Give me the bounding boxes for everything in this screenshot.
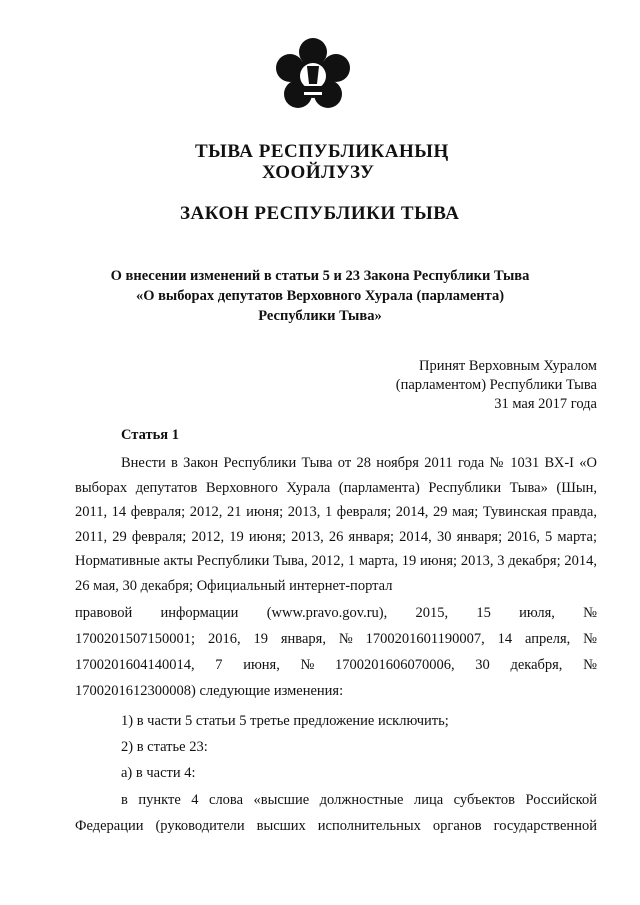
law-heading-line2: «О выборах депутатов Верховного Хурала (парламента) — [135, 288, 505, 304]
word: 1700201507150001; — [75, 631, 196, 647]
word: № — [583, 631, 597, 647]
word: № — [583, 657, 597, 673]
article-intro-paragraph: Внести в Закон Республики Тыва от 28 ноября 2011 года № 1031 ВХ-I «О выборах депутатов Верховного Хурала (парламента) Республики Тыва» (Шын, 2011, 14 февраля; 2012, 21 июня; 2013, 1 февраля; 2014, 29 мая; Тувинская правда, 2011, 29 февраля; 2012, 19 июня; 2013, 26 января; 2014, 30 января; 2016, 5 марта; Нормативные акты Республики Тыва, 2012, 1 марта, 19 июня; 2013, 3 декабря; 2014, 26 мая, 30 декабря; Официальный интернет-портал — [75, 455, 597, 594]
word: исполнительных — [317, 818, 421, 834]
word: Федерации — [75, 818, 144, 834]
justified-line-2 — [75, 631, 597, 648]
header-title-russian: ЗАКОН РЕСПУБЛИКИ ТЫВА — [180, 203, 460, 224]
word: (www.pravo.gov.ru), — [266, 605, 388, 621]
word: 2016, — [207, 631, 241, 647]
word: июля, — [519, 605, 555, 621]
justified-line-3 — [75, 657, 597, 674]
header-title-tuvan: ТЫВА РЕСПУБЛИКАНЫҢ — [195, 141, 449, 162]
adoption-line2: (парламентом) Республики Тыва — [395, 377, 597, 393]
list-item-3: а) в части 4: — [121, 765, 196, 781]
word: лица — [413, 792, 444, 808]
word: 30 — [475, 657, 490, 673]
word: Российской — [525, 792, 597, 808]
list-item-1: 1) в части 5 статьи 5 третье предложение исключить; — [121, 713, 449, 729]
word: 2015, — [415, 605, 449, 621]
article-title: Статья 1 — [121, 427, 179, 443]
word: апреля, — [525, 631, 571, 647]
word: слова — [209, 792, 244, 808]
justified-line-1 — [75, 605, 597, 622]
header-title-tuvan-law: ХООЙЛУЗУ — [262, 162, 375, 183]
word: «высшие — [253, 792, 310, 808]
word: (руководители — [155, 818, 245, 834]
word: должностные — [319, 792, 404, 808]
word: июня, — [243, 657, 280, 673]
word: № — [583, 605, 597, 621]
word: пункте — [138, 792, 181, 808]
justified-line-5 — [75, 818, 597, 835]
word: 14 — [497, 631, 513, 647]
word: 1700201601190007, — [365, 631, 485, 647]
word: января, — [280, 631, 326, 647]
adoption-note — [396, 357, 597, 414]
tuva-emblem-icon — [274, 38, 352, 118]
list-item-2: 2) в статье 23: — [121, 739, 208, 755]
word: 1700201606070006, — [335, 657, 455, 673]
word: информации — [160, 605, 239, 621]
word: № — [300, 657, 315, 673]
adoption-date: 31 мая 2017 года — [494, 396, 597, 412]
word: высших — [256, 818, 306, 834]
word: 4 — [191, 792, 199, 808]
word: государственной — [493, 818, 597, 834]
word: субъектов — [453, 792, 516, 808]
justified-line-4 — [121, 792, 597, 809]
word: правовой — [75, 605, 133, 621]
word: 1700201604140014, — [75, 657, 195, 673]
changes-intro-line: 1700201612300008) следующие изменения: — [75, 683, 344, 699]
law-heading-line3: Республики Тыва» — [258, 308, 382, 324]
word: 19 — [253, 631, 268, 647]
word: в — [121, 792, 128, 808]
word: декабря, — [510, 657, 563, 673]
word: № — [338, 631, 353, 647]
law-heading-line1: О внесении изменений в статьи 5 и 23 Закона Республики Тыва — [110, 268, 530, 284]
word: 7 — [215, 657, 223, 673]
word: 15 — [476, 605, 491, 621]
adoption-line1: Принят Верховным Хуралом — [419, 358, 597, 374]
word: органов — [432, 818, 482, 834]
